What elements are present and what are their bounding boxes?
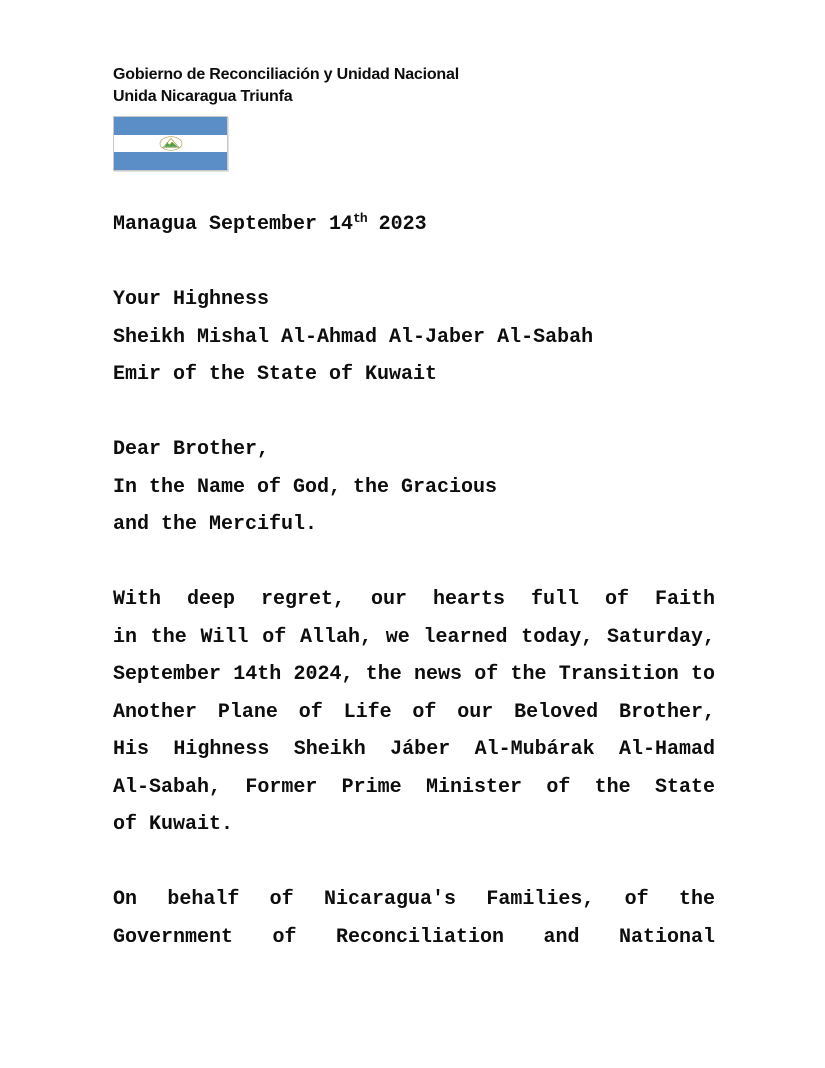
letter-line: and the Merciful. (113, 513, 318, 536)
flag-stripe-bottom (114, 152, 227, 170)
letter-paragraph (113, 281, 715, 394)
flag-stripe-top (114, 117, 227, 135)
letterhead-line1: Gobierno de Reconciliación y Unidad Nacional (113, 66, 459, 83)
letter-line: September 14th 2024, the news of the Transition to (113, 663, 715, 686)
flag-stripe-middle (114, 135, 227, 153)
letter-paragraph (113, 431, 715, 544)
date-line (113, 200, 715, 244)
letterhead (113, 64, 715, 108)
letter-line: Emir of the State of Kuwait (113, 363, 438, 386)
letter-line: Your Highness (113, 288, 270, 311)
letter-line: On behalf of Nicaragua's Families, of the (113, 888, 715, 911)
letter-paragraphs (113, 281, 715, 956)
letter-line: His Highness Sheikh Jáber Al-Mubárak Al-Hamad (113, 738, 715, 761)
letter-line: With deep regret, our hearts full of Faith (113, 588, 715, 611)
date-year: 2023 (366, 213, 427, 236)
letter-paragraph (113, 881, 715, 956)
letter-line: Another Plane of Life of our Beloved Brother, (113, 700, 715, 724)
letter-line: In the Name of God, the Gracious (113, 475, 498, 499)
letter-line: Government of Reconciliation and National (113, 925, 715, 949)
letter-line: Sheikh Mishal Al-Ahmad Al-Jaber Al-Sabah (113, 325, 594, 349)
letter-paragraph (113, 581, 715, 844)
letterhead-line2: Unida Nicaragua Triunfa (113, 88, 293, 105)
letter-line: Al-Sabah, Former Prime Minister of the State (113, 775, 715, 799)
nicaragua-flag-image (113, 116, 228, 171)
date-text: Managua September 14 (113, 213, 354, 236)
letter-body (113, 200, 715, 956)
date-ordinal-superscript: th (353, 211, 367, 226)
letter-line: of Kuwait. (113, 813, 234, 836)
letter-line: in the Will of Allah, we learned today, Saturday, (113, 625, 715, 649)
letter-line: Dear Brother, (113, 438, 270, 461)
nicaragua-emblem-icon (159, 136, 183, 151)
